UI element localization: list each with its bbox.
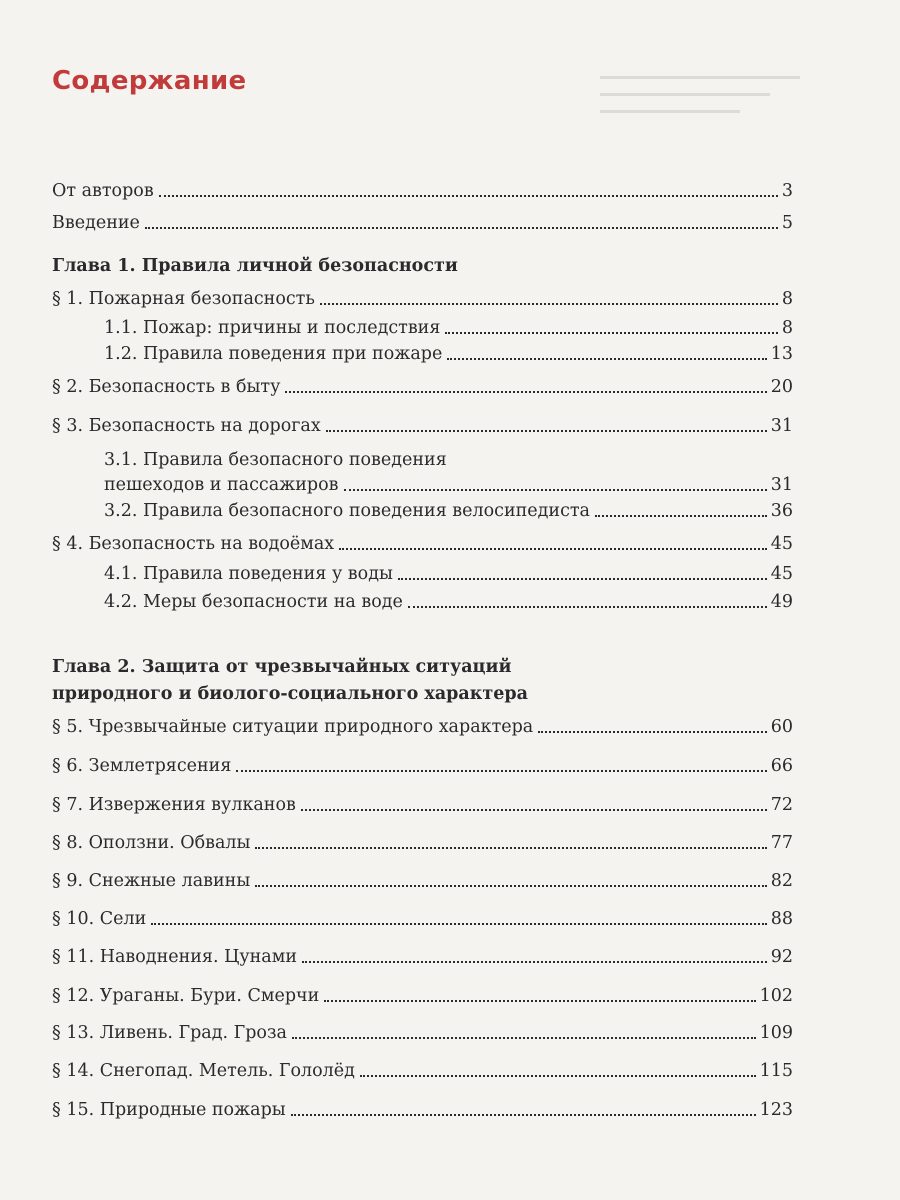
toc-entry[interactable] [52, 180, 793, 202]
toc-entry-page: 82 [770, 871, 793, 891]
toc-entry-label-line2: пешеходов и пассажиров [104, 475, 339, 495]
toc-entry[interactable] [52, 1060, 793, 1082]
leader-dots [159, 195, 778, 197]
toc-entry-label: § 11. Наводнения. Цунами [52, 947, 298, 967]
toc-entry-page: 8 [781, 318, 793, 338]
toc-entry-page: 45 [770, 564, 793, 584]
toc-entry-label: § 3. Безопасность на дорогах [52, 416, 321, 436]
leader-dots [339, 548, 767, 550]
toc-entry-page: 31 [770, 475, 793, 495]
toc-entry-page: 49 [770, 592, 793, 612]
leader-dots [447, 358, 766, 360]
toc-subentry[interactable] [104, 591, 793, 613]
toc-entry-page: 36 [770, 501, 793, 521]
toc-entry-label: 4.2. Меры безопасности на воде [104, 592, 403, 612]
toc-entry-page: 123 [759, 1100, 793, 1120]
toc-entry-label: 4.1. Правила поведения у воды [104, 564, 393, 584]
toc-entry-page: 5 [781, 213, 793, 233]
toc-subentry[interactable] [104, 317, 793, 339]
toc-entry-page: 66 [770, 756, 793, 776]
leader-dots [320, 303, 778, 305]
leader-dots [145, 227, 778, 229]
leader-dots [291, 1114, 756, 1116]
leader-dots [360, 1075, 756, 1077]
toc-entry-page: 8 [781, 289, 793, 309]
toc-subentry[interactable] [104, 563, 793, 585]
toc-entry-label: § 8. Оползни. Обвалы [52, 833, 251, 853]
leader-dots [285, 391, 766, 393]
leader-dots [302, 961, 767, 963]
leader-dots [292, 1037, 756, 1039]
toc-entry-page: 115 [759, 1061, 793, 1081]
leader-dots [398, 578, 767, 580]
toc-entry-page: 13 [770, 344, 793, 364]
chapter-1-heading[interactable]: Глава 1. Правила личной безопасности [52, 256, 458, 276]
chapter-2-heading-line1[interactable]: Глава 2. Защита от чрезвычайных ситуаций [52, 657, 512, 677]
toc-subentry[interactable] [104, 500, 793, 522]
toc-entry-page: 88 [770, 909, 793, 929]
toc-entry[interactable] [52, 376, 793, 398]
toc-entry-label: От авторов [52, 181, 154, 201]
leader-dots [301, 809, 767, 811]
leader-dots [445, 332, 777, 334]
toc-entry-label: § 12. Ураганы. Бури. Смерчи [52, 986, 320, 1006]
toc-subentry[interactable] [104, 474, 793, 496]
leader-dots [344, 489, 767, 491]
leader-dots [538, 731, 766, 733]
toc-entry-label: § 4. Безопасность на водоёмах [52, 534, 335, 554]
toc-entry-label: § 13. Ливень. Град. Гроза [52, 1023, 287, 1043]
leader-dots [236, 770, 766, 772]
show-through [600, 62, 800, 152]
leader-dots [255, 847, 766, 849]
leader-dots [595, 515, 767, 517]
toc-entry-page: 77 [770, 833, 793, 853]
toc-subentry[interactable] [104, 343, 793, 365]
toc-entry-page: 92 [770, 947, 793, 967]
leader-dots [255, 885, 766, 887]
toc-entry-page: 72 [770, 795, 793, 815]
toc-entry[interactable] [52, 946, 793, 968]
page-title: Содержание [52, 66, 247, 96]
toc-entry-label: 1.1. Пожар: причины и последствия [104, 318, 441, 338]
toc-entry-label: § 14. Снегопад. Метель. Гололёд [52, 1061, 355, 1081]
toc-entry-label: § 1. Пожарная безопасность [52, 289, 315, 309]
chapter-2-heading-line2[interactable]: природного и биолого-социального характера [52, 684, 528, 704]
toc-entry-label: § 15. Природные пожары [52, 1100, 286, 1120]
toc-entry-label: § 6. Землетрясения [52, 756, 232, 776]
toc-entry-page: 31 [770, 416, 793, 436]
toc-entry-label: § 2. Безопасность в быту [52, 377, 281, 397]
toc-entry[interactable] [52, 870, 793, 892]
toc-entry[interactable] [52, 832, 793, 854]
leader-dots [324, 1000, 755, 1002]
toc-entry[interactable] [52, 716, 793, 738]
toc-entry[interactable] [52, 985, 793, 1007]
toc-entry-label: § 9. Снежные лавины [52, 871, 251, 891]
toc-entry[interactable] [52, 794, 793, 816]
toc-entry-label: § 5. Чрезвычайные ситуации природного характера [52, 717, 534, 737]
leader-dots [408, 606, 767, 608]
toc-entry-label: 3.2. Правила безопасного поведения велосипедиста [104, 501, 590, 521]
toc-entry[interactable] [52, 533, 793, 555]
toc-entry-page: 3 [781, 181, 793, 201]
leader-dots [326, 430, 767, 432]
toc-entry[interactable] [52, 212, 793, 234]
toc-entry-label: § 10. Сели [52, 909, 147, 929]
toc-entry[interactable] [52, 415, 793, 437]
toc-entry-page: 60 [770, 717, 793, 737]
toc-entry-label: 1.2. Правила поведения при пожаре [104, 344, 443, 364]
toc-entry-page: 45 [770, 534, 793, 554]
toc-entry[interactable] [52, 1099, 793, 1121]
toc-entry-label: § 7. Извержения вулканов [52, 795, 296, 815]
toc-entry-page: 109 [759, 1023, 793, 1043]
toc-entry[interactable] [52, 1022, 793, 1044]
toc-entry-label: Введение [52, 213, 140, 233]
toc-entry-page: 102 [759, 986, 793, 1006]
toc-entry[interactable] [52, 755, 793, 777]
toc-entry-page: 20 [770, 377, 793, 397]
toc-entry[interactable] [52, 288, 793, 310]
leader-dots [151, 923, 766, 925]
toc-entry-label-line1: 3.1. Правила безопасного поведения [104, 450, 447, 470]
toc-entry[interactable] [52, 908, 793, 930]
